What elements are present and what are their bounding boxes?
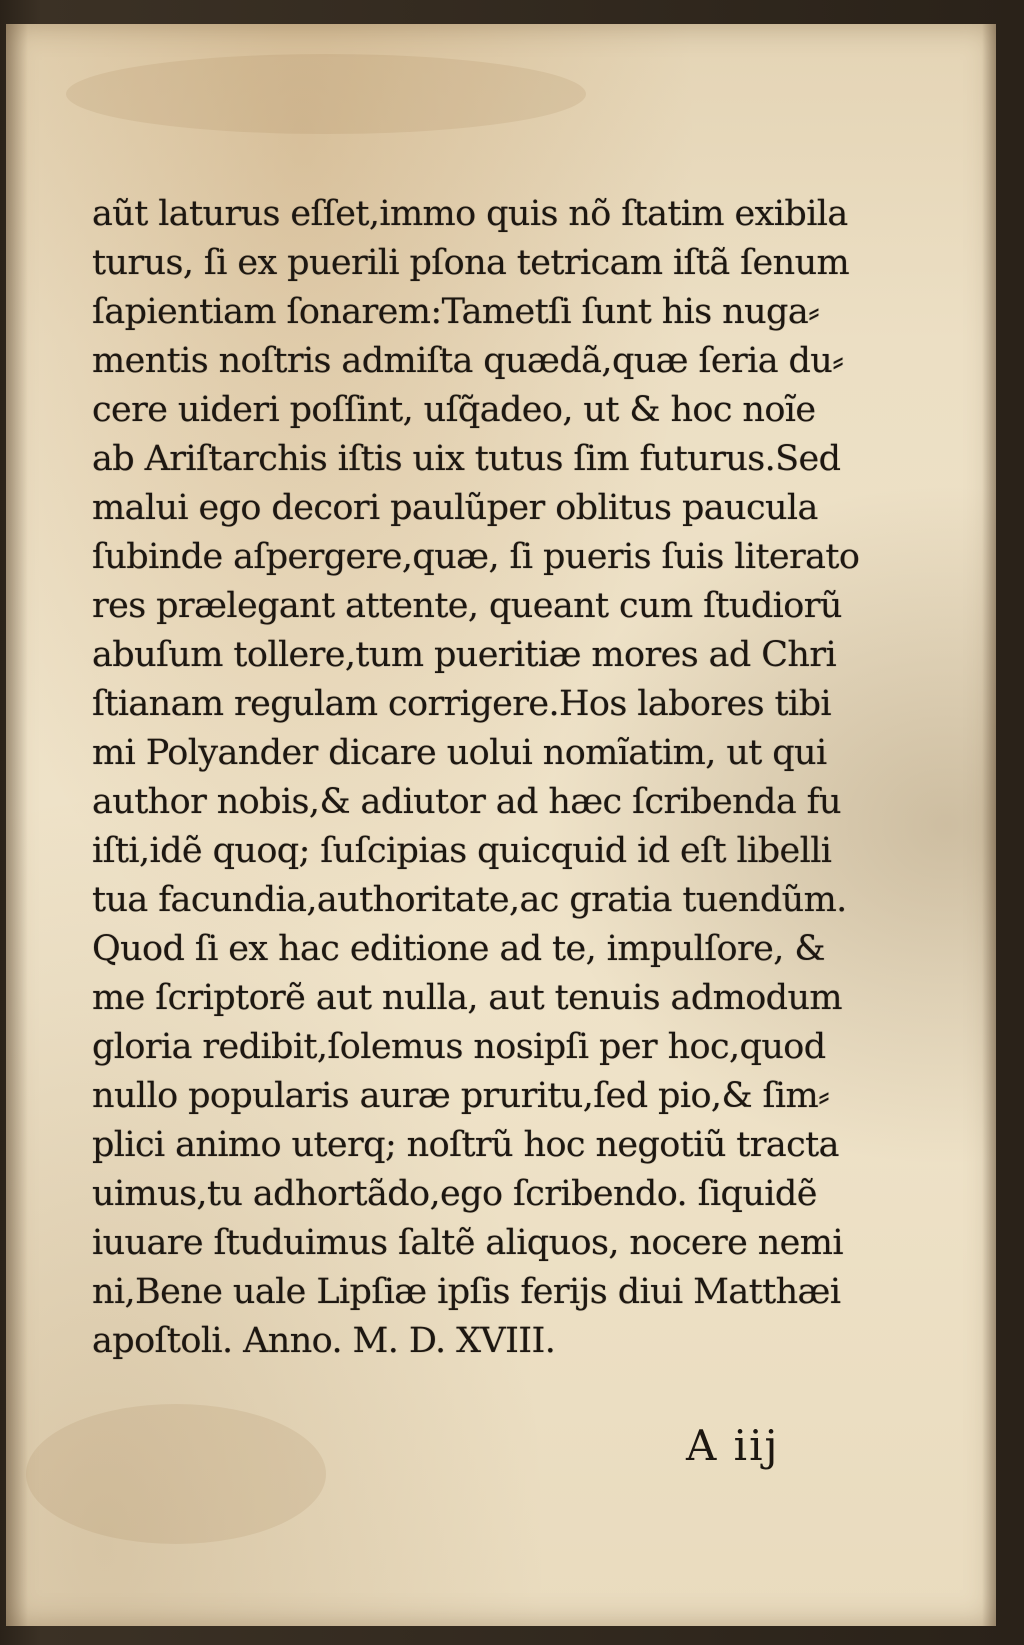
text-line: gloria redibit,ſolemus nosipſi per hoc,quod (92, 1027, 826, 1067)
text-line: res prælegant attente, queant cum ſtudiorũ (92, 586, 842, 626)
text-line: plici animo uterq; noſtrũ hoc negotiũ tracta (92, 1125, 839, 1165)
text-line: ſapientiam ſonarem:Tametſi ſunt his nuga⸗ (92, 292, 820, 332)
text-line: malui ego decori paulũper oblitus paucula (92, 488, 818, 528)
text-line: abuſum tollere,tum pueritiæ mores ad Chri (92, 635, 837, 675)
text-line: uimus,tu adhortãdo,ego ſcribendo. ſiquidẽ (92, 1174, 817, 1214)
paper-stain (66, 54, 586, 134)
text-line: tua facundia,authoritate,ac gratia tuendũm. (92, 880, 847, 920)
text-line: Quod ſi ex hac editione ad te, impulſore, & (92, 929, 825, 969)
text-line: me ſcriptorẽ aut nulla, aut tenuis admodum (92, 978, 843, 1018)
text-line: iſti,idẽ quoq; ſuſcipias quicquid id eſt libelli (92, 831, 832, 871)
signature-mark: A iij (686, 1421, 780, 1470)
page-text-block (92, 190, 902, 1366)
spine-shadow (6, 24, 28, 1626)
text-line: ab Ariſtarchis iſtis uix tutus ſim futurus.Sed (92, 439, 841, 479)
text-line: author nobis,& adiutor ad hæc ſcribenda fu (92, 782, 841, 822)
text-line: nullo popularis auræ pruritu,ſed pio,& ſim⸗ (92, 1076, 830, 1116)
text-line: iuuare ſtuduimus ſaltẽ aliquos, nocere nemi (92, 1223, 843, 1263)
text-line: cere uideri poſſint, uſq̃adeo, ut & hoc noĩe (92, 390, 816, 430)
text-line: apoſtoli. Anno. M. D. XVIII. (92, 1321, 556, 1361)
text-line: aũt laturus eſſet,immo quis nõ ſtatim exibila (92, 194, 848, 234)
text-line: ſubinde aſpergere,quæ, ſi pueris ſuis literato (92, 537, 860, 577)
paper-stain (26, 1404, 326, 1544)
text-line: ni,Bene uale Lipſiæ ipſis ferijs diui Matthæi (92, 1272, 841, 1312)
text-line: mi Polyander dicare uolui nomĩatim, ut qui (92, 733, 827, 773)
book-page (6, 24, 996, 1626)
page-edge-shadow (982, 24, 996, 1626)
text-line: turus, ſi ex puerili pſona tetricam iſtã ſenum (92, 243, 850, 283)
text-line: mentis noſtris admiſta quædã,quæ ſeria du⸗ (92, 341, 844, 381)
text-line: ſtianam regulam corrigere.Hos labores tibi (92, 684, 831, 724)
